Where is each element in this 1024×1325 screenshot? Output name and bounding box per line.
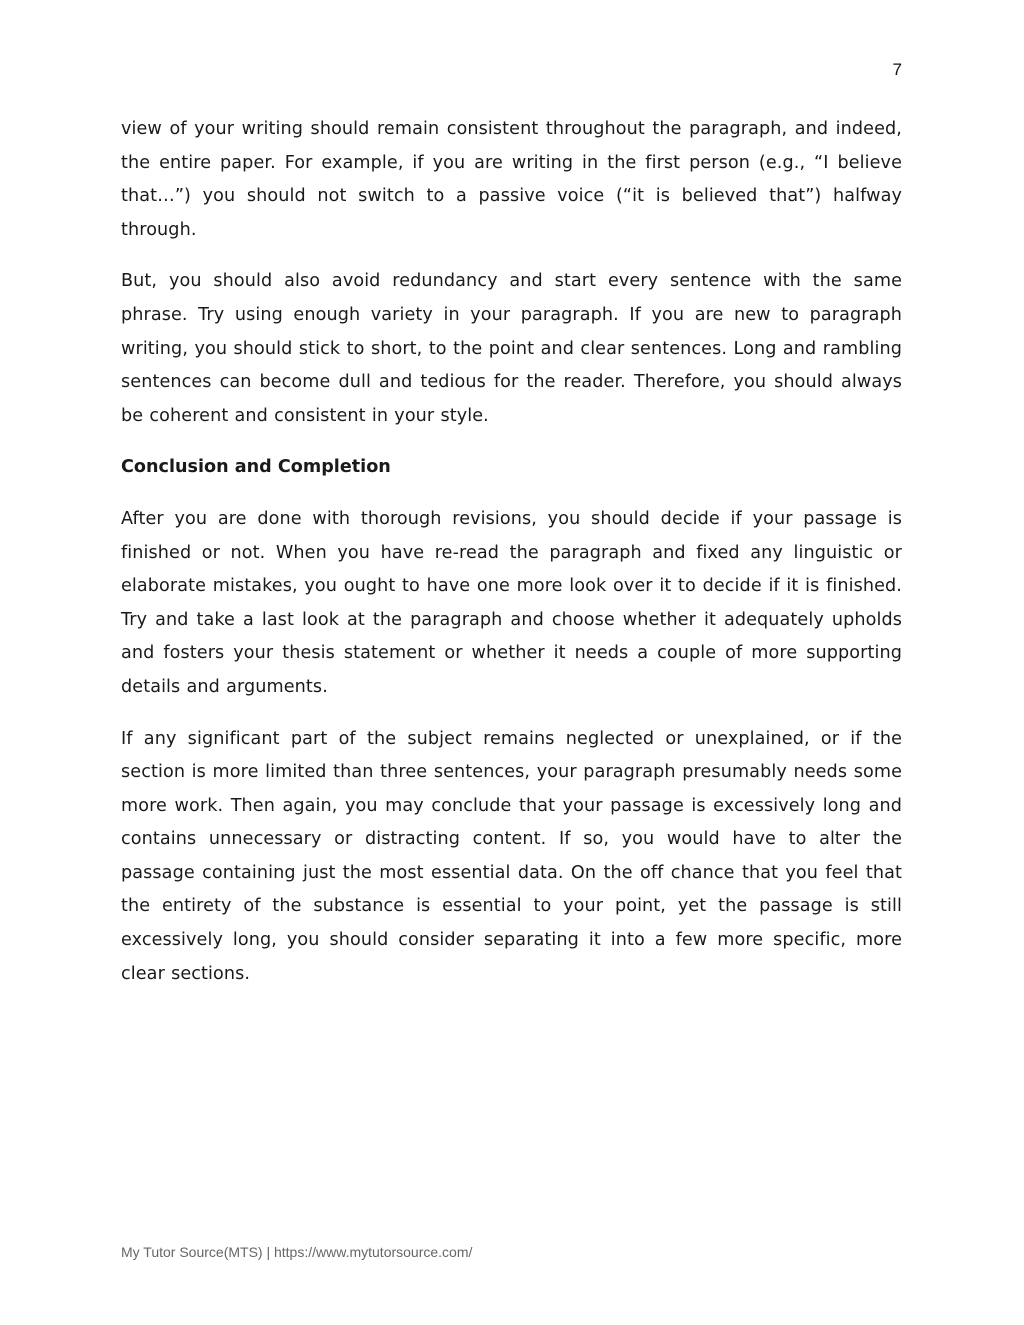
page-footer: My Tutor Source(MTS) | https://www.mytutorsource.com/ [121, 1244, 473, 1260]
paragraph-length: If any significant part of the subject remains neglected or unexplained, or if the section is more limited than three sentences, your paragraph presumably needs some more work. Then again, you may conclude that your passage is excessively long and contains unnecessary or distracting content. If so, you would have to alter the passage containing just the most essential data. On the off chance that you feel that the entirety of the substance is essential to your point, yet the passage is still excessively long, you should consider separating it into a few more specific, more clear sections. [121, 728, 902, 984]
paragraph-variety: But, you should also avoid redundancy and start every sentence with the same phrase. Try using enough variety in your paragraph. If you are new to paragraph writing, you should stick to short, to the point and clear sentences. Long and rambling sentences can become dull and tedious for the reader. Therefore, you should always be coherent and consistent in your style. [121, 271, 902, 426]
section-heading: Conclusion and Completion [121, 457, 391, 478]
page-number: 7 [892, 60, 902, 79]
document-body [121, 113, 902, 1009]
paragraph-point-of-view: view of your writing should remain consistent throughout the paragraph, and indeed, the entire paper. For example, if you are writing in the first person (e.g., “I believe that…”) you should not switch to a passive voice (“it is believed that”) halfway through. [121, 119, 902, 240]
paragraph-revisions: After you are done with thorough revisions, you should decide if your passage is finished or not. When you have re-read the paragraph and fixed any linguistic or elaborate mistakes, you ought to have one more look over it to decide if it is finished. Try and take a last look at the paragraph and choose whether it adequately upholds and fosters your thesis statement or whether it needs a couple of more supporting details and arguments. [121, 508, 902, 697]
